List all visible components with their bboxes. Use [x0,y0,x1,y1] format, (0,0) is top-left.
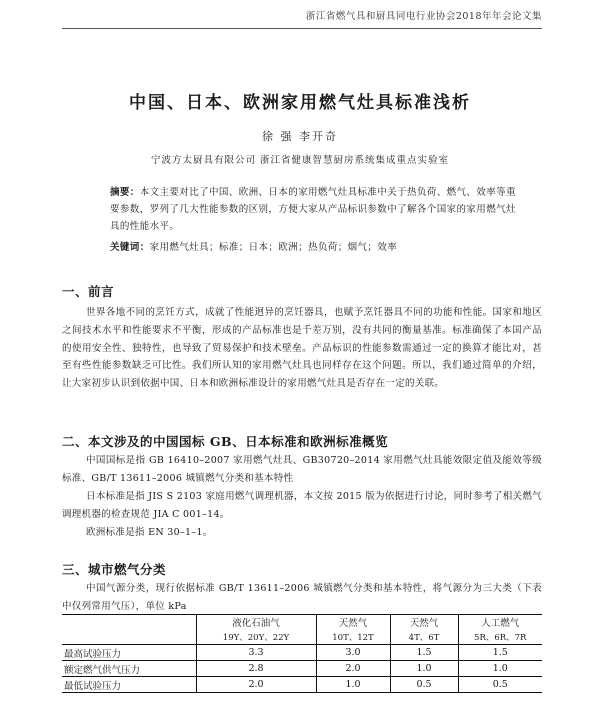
table-cell: 1.0 [316,677,390,693]
abstract-text: 本文主要对比了中国、欧洲、日本的家用燃气灶具标准中关于热负荷、燃气、效率等重要参数，罗列了几大性能参数的区别，方便大家从产品标识参数中了解各个国家的家用燃气灶具的性能水平。 [110,187,516,232]
table-cell: 1.5 [458,645,542,661]
authors: 徐 强 李开奇 [262,130,338,143]
section-heading-2: 二、本文涉及的中国国标 GB、日本标准和欧洲标准概览 [62,434,389,449]
paper-title: 中国、日本、欧洲家用燃气灶具标准浅析 [129,93,471,113]
table-cell: 1.0 [390,661,458,677]
section-heading-3: 三、城市燃气分类 [62,562,167,577]
section-2-paragraph-1: 中国国标是指 GB 16410–2007 家用燃气灶具、GB30720–2014 家用燃气灶具能效限定值及能效等级标准、GB/T 13611–2006 城镇燃气分类和基本特性 [62,455,542,484]
col-header-name: 天然气 [390,615,458,630]
table-row [62,677,542,693]
affiliation: 宁波方太厨具有限公司 浙江省健康智慧厨房系统集成重点实验室 [150,155,450,166]
abstract [110,184,520,235]
running-header: 浙江省燃气具和厨具同电行业协会2018年年会论文集 [305,11,542,22]
section-heading-1: 一、前言 [62,284,115,299]
col-header-name: 天然气 [316,615,390,630]
table-cell: 1.5 [390,645,458,661]
section-3-paragraph: 中国气源分类，现行依据标准 GB/T 13611–2006 城镇燃气分类和基本特性，将气源分为三大类（下表中仅列常用气压），单位 kPa [62,583,542,612]
col-header-sub: 19Y、20Y、22Y [196,629,316,645]
table-row [62,645,542,661]
table-cell: 2.0 [316,661,390,677]
col-header-name: 液化石油气 [196,615,316,630]
col-header-name: 人工燃气 [458,615,542,630]
col-header-sub: 5R、6R、7R [458,629,542,645]
abstract-label: 摘要： [110,187,140,198]
table-cell: 0.5 [458,677,542,693]
table-corner-cell [62,615,196,645]
row-label: 额定燃气供气压力 [62,661,196,677]
section-1-paragraph: 世界各地不同的烹饪方式，成就了性能迥异的烹饪器具，也赋予烹饪器具不同的功能和性能。国家和地区之间技术水平和性能要求不平衡，形成的产品标准也是千差万别，没有共同的衡量基准。标准确保了本国产品的使用安全性、独特性，也导致了贸易保护和技术壁垒。产品标识的性能参数需通过一定的换算才能比对，甚至有些性能参数缺乏可比性。我们所认知的家用燃气灶具也同样存在这个问题。所以，我们通过简单的介绍，让大家初步认识到依据中国、日本和欧洲标准设计的家用燃气灶具是否存在一定的关联。 [62,307,542,390]
section-2-paragraph-2: 日本标准是指 JIS S 2103 家庭用燃气调理机器，本文按 2015 版为依据进行讨论，同时参考了相关燃气调理机器的检查规范 JIA C 001–14。 [62,491,542,520]
table-cell: 3.0 [316,645,390,661]
table-row [62,661,542,677]
table-cell: 2.8 [196,661,316,677]
row-label: 最高试验压力 [62,645,196,661]
row-label: 最低试验压力 [62,677,196,693]
col-header-sub: 4T、6T [390,629,458,645]
table-cell: 2.0 [196,677,316,693]
section-2-paragraph-3: 欧洲标准是指 EN 30–1–1。 [86,527,213,538]
col-header-sub: 10T、12T [316,629,390,645]
keywords-label: 关键词： [110,242,150,253]
keywords [110,239,520,253]
table-cell: 1.0 [458,661,542,677]
keywords-text: 家用燃气灶具；标准；日本；欧洲；热负荷；烟气；效率 [149,242,398,253]
table-cell: 3.3 [196,645,316,661]
gas-pressure-table [62,614,542,693]
table-cell: 0.5 [390,677,458,693]
